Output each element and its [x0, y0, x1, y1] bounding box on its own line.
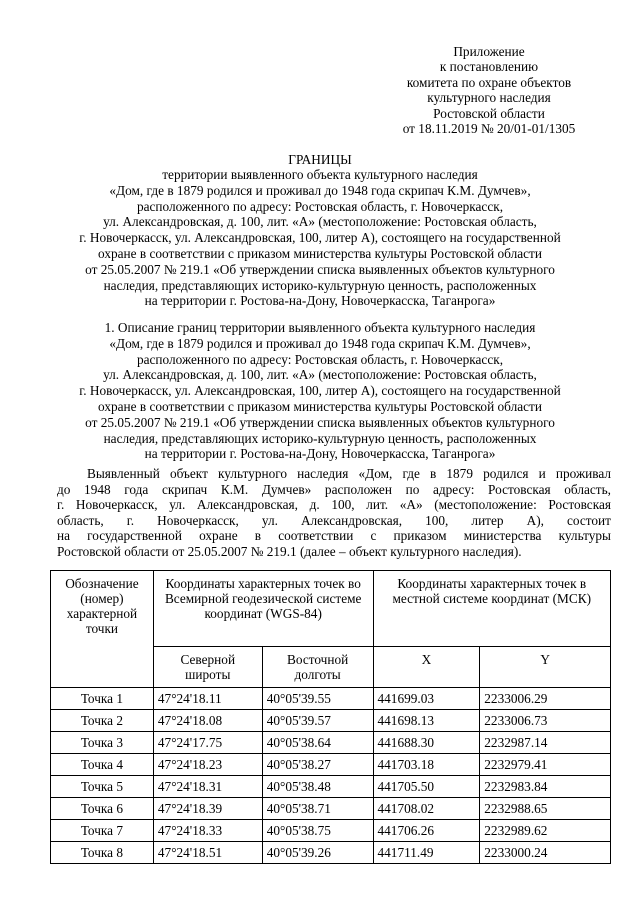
point-name: Точка 4: [51, 754, 154, 776]
heading-line: «Дом, где в 1879 родился и проживал до 1948 года скрипач К.М. Думчев»,: [109, 182, 531, 198]
section-line: расположенного по адресу: Ростовская область, г. Новочеркасск,: [136, 351, 504, 367]
heading-line: на территории г. Ростова-на-Дону, Новочеркасска, Таганрога»: [144, 293, 496, 309]
point-latitude: 47°24'18.39: [153, 798, 262, 820]
table-row: [51, 688, 611, 710]
point-y: 2232987.14: [480, 732, 611, 754]
heading-line: наследия, представляющих историко-культурную ценность, расположенных: [103, 277, 537, 293]
header-wgs84: Координаты характерных точек во Всемирной геодезической системе координат (WGS-84): [153, 571, 373, 647]
appendix-line: Ростовской области: [433, 105, 545, 121]
point-y: 2232989.62: [480, 820, 611, 842]
point-x: 441706.26: [373, 820, 480, 842]
point-name: Точка 2: [51, 710, 154, 732]
heading-line: г. Новочеркасск, ул. Александровская, 100, литер А), состоящего на государственной: [79, 230, 561, 246]
header-point: Обозначение (номер) характерной точки: [51, 571, 154, 688]
appendix-line: от 18.11.2019 № 20/01-01/1305: [402, 121, 576, 137]
point-latitude: 47°24'18.51: [153, 842, 262, 864]
table-row: [51, 776, 611, 798]
point-longitude: 40°05'38.71: [262, 798, 373, 820]
point-x: 441708.02: [373, 798, 480, 820]
point-y: 2233000.24: [480, 842, 611, 864]
section-line: ул. Александровская, д. 100, лит. «А» (местоположение: Ростовская область,: [103, 367, 537, 383]
point-name: Точка 3: [51, 732, 154, 754]
point-latitude: 47°24'18.08: [153, 710, 262, 732]
table-row: [51, 798, 611, 820]
paragraph-line: на государственной охране в соответствии с приказом министерства культуры: [57, 528, 611, 544]
point-name: Точка 5: [51, 776, 154, 798]
point-longitude: 40°05'38.75: [262, 820, 373, 842]
header-msk: Координаты характерных точек в местной системе координат (МСК): [373, 571, 611, 647]
point-y: 2233006.73: [480, 710, 611, 732]
appendix-note: [388, 44, 590, 136]
point-name: Точка 6: [51, 798, 154, 820]
point-latitude: 47°24'17.75: [153, 732, 262, 754]
document-title: ГРАНИЦЫ: [288, 152, 352, 167]
point-y: 2232979.41: [480, 754, 611, 776]
point-y: 2232983.84: [480, 776, 611, 798]
point-longitude: 40°05'38.27: [262, 754, 373, 776]
heading-line: расположенного по адресу: Ростовская область, г. Новочеркасск,: [136, 198, 504, 214]
table-row: [51, 842, 611, 864]
heading-line: территории выявленного объекта культурного наследия: [162, 167, 478, 182]
heading-line: от 25.05.2007 № 219.1 «Об утверждении списка выявленных объектов культурного: [85, 261, 555, 277]
point-longitude: 40°05'38.64: [262, 732, 373, 754]
point-longitude: 40°05'38.48: [262, 776, 373, 798]
appendix-line: культурного наследия: [427, 90, 551, 106]
point-name: Точка 7: [51, 820, 154, 842]
coordinates-table: [50, 570, 611, 864]
point-x: 441698.13: [373, 710, 480, 732]
point-latitude: 47°24'18.11: [153, 688, 262, 710]
paragraph-line: Выявленный объект культурного наследия «Дом, где в 1879 родился и проживал: [87, 466, 611, 481]
section-heading: [0, 320, 640, 462]
table-row: [51, 710, 611, 732]
point-latitude: 47°24'18.33: [153, 820, 262, 842]
point-x: 441699.03: [373, 688, 480, 710]
document-heading: [0, 167, 640, 309]
section-line: охране в соответствии с приказом министерства культуры Ростовской области: [98, 398, 542, 414]
section-line: «Дом, где в 1879 родился и проживал до 1948 года скрипач К.М. Думчев»,: [109, 335, 531, 351]
body-paragraph: [57, 466, 611, 560]
section-line: от 25.05.2007 № 219.1 «Об утверждении списка выявленных объектов культурного: [85, 414, 555, 430]
point-latitude: 47°24'18.23: [153, 754, 262, 776]
subheader-x: X: [373, 647, 480, 688]
point-x: 441705.50: [373, 776, 480, 798]
subheader-east-longitude: Восточной долготы: [262, 647, 373, 688]
heading-line: охране в соответствии с приказом министерства культуры Ростовской области: [98, 245, 542, 261]
table-row: [51, 820, 611, 842]
table-row: [51, 754, 611, 776]
section-line: г. Новочеркасск, ул. Александровская, 100, литер А), состоящего на государственной: [79, 383, 561, 399]
point-latitude: 47°24'18.31: [153, 776, 262, 798]
point-y: 2232988.65: [480, 798, 611, 820]
paragraph-line: до 1948 года скрипач К.М. Думчев» расположен по адресу: Ростовская область,: [57, 481, 611, 497]
appendix-line: комитета по охране объектов: [406, 74, 572, 90]
appendix-line: к постановлению: [439, 59, 539, 75]
section-line: 1. Описание границ территории выявленного объекта культурного наследия: [104, 320, 536, 335]
point-longitude: 40°05'39.26: [262, 842, 373, 864]
point-name: Точка 1: [51, 688, 154, 710]
point-longitude: 40°05'39.55: [262, 688, 373, 710]
point-x: 441703.18: [373, 754, 480, 776]
table-header-row: [51, 571, 611, 647]
paragraph-line: область, г. Новочеркасск, ул. Александровская, 100, литер А), состоит: [57, 512, 611, 528]
section-line: на территории г. Ростова-на-Дону, Новочеркасска, Таганрога»: [144, 446, 496, 462]
paragraph-line: Ростовской области от 25.05.2007 № 219.1 (далее – объект культурного наследия).: [57, 543, 522, 559]
point-longitude: 40°05'39.57: [262, 710, 373, 732]
paragraph-line: г. Новочеркасск, ул. Александровская, д. 100, лит. «А» (местоположение: Ростовская: [57, 497, 611, 513]
point-name: Точка 8: [51, 842, 154, 864]
section-line: наследия, представляющих историко-культурную ценность, расположенных: [103, 430, 537, 446]
heading-line: ул. Александровская, д. 100, лит. «А» (местоположение: Ростовская область,: [103, 214, 537, 230]
point-y: 2233006.29: [480, 688, 611, 710]
subheader-north-latitude: Северной широты: [153, 647, 262, 688]
subheader-y: Y: [480, 647, 611, 688]
table-row: [51, 732, 611, 754]
appendix-line: Приложение: [453, 44, 525, 59]
point-x: 441688.30: [373, 732, 480, 754]
point-x: 441711.49: [373, 842, 480, 864]
